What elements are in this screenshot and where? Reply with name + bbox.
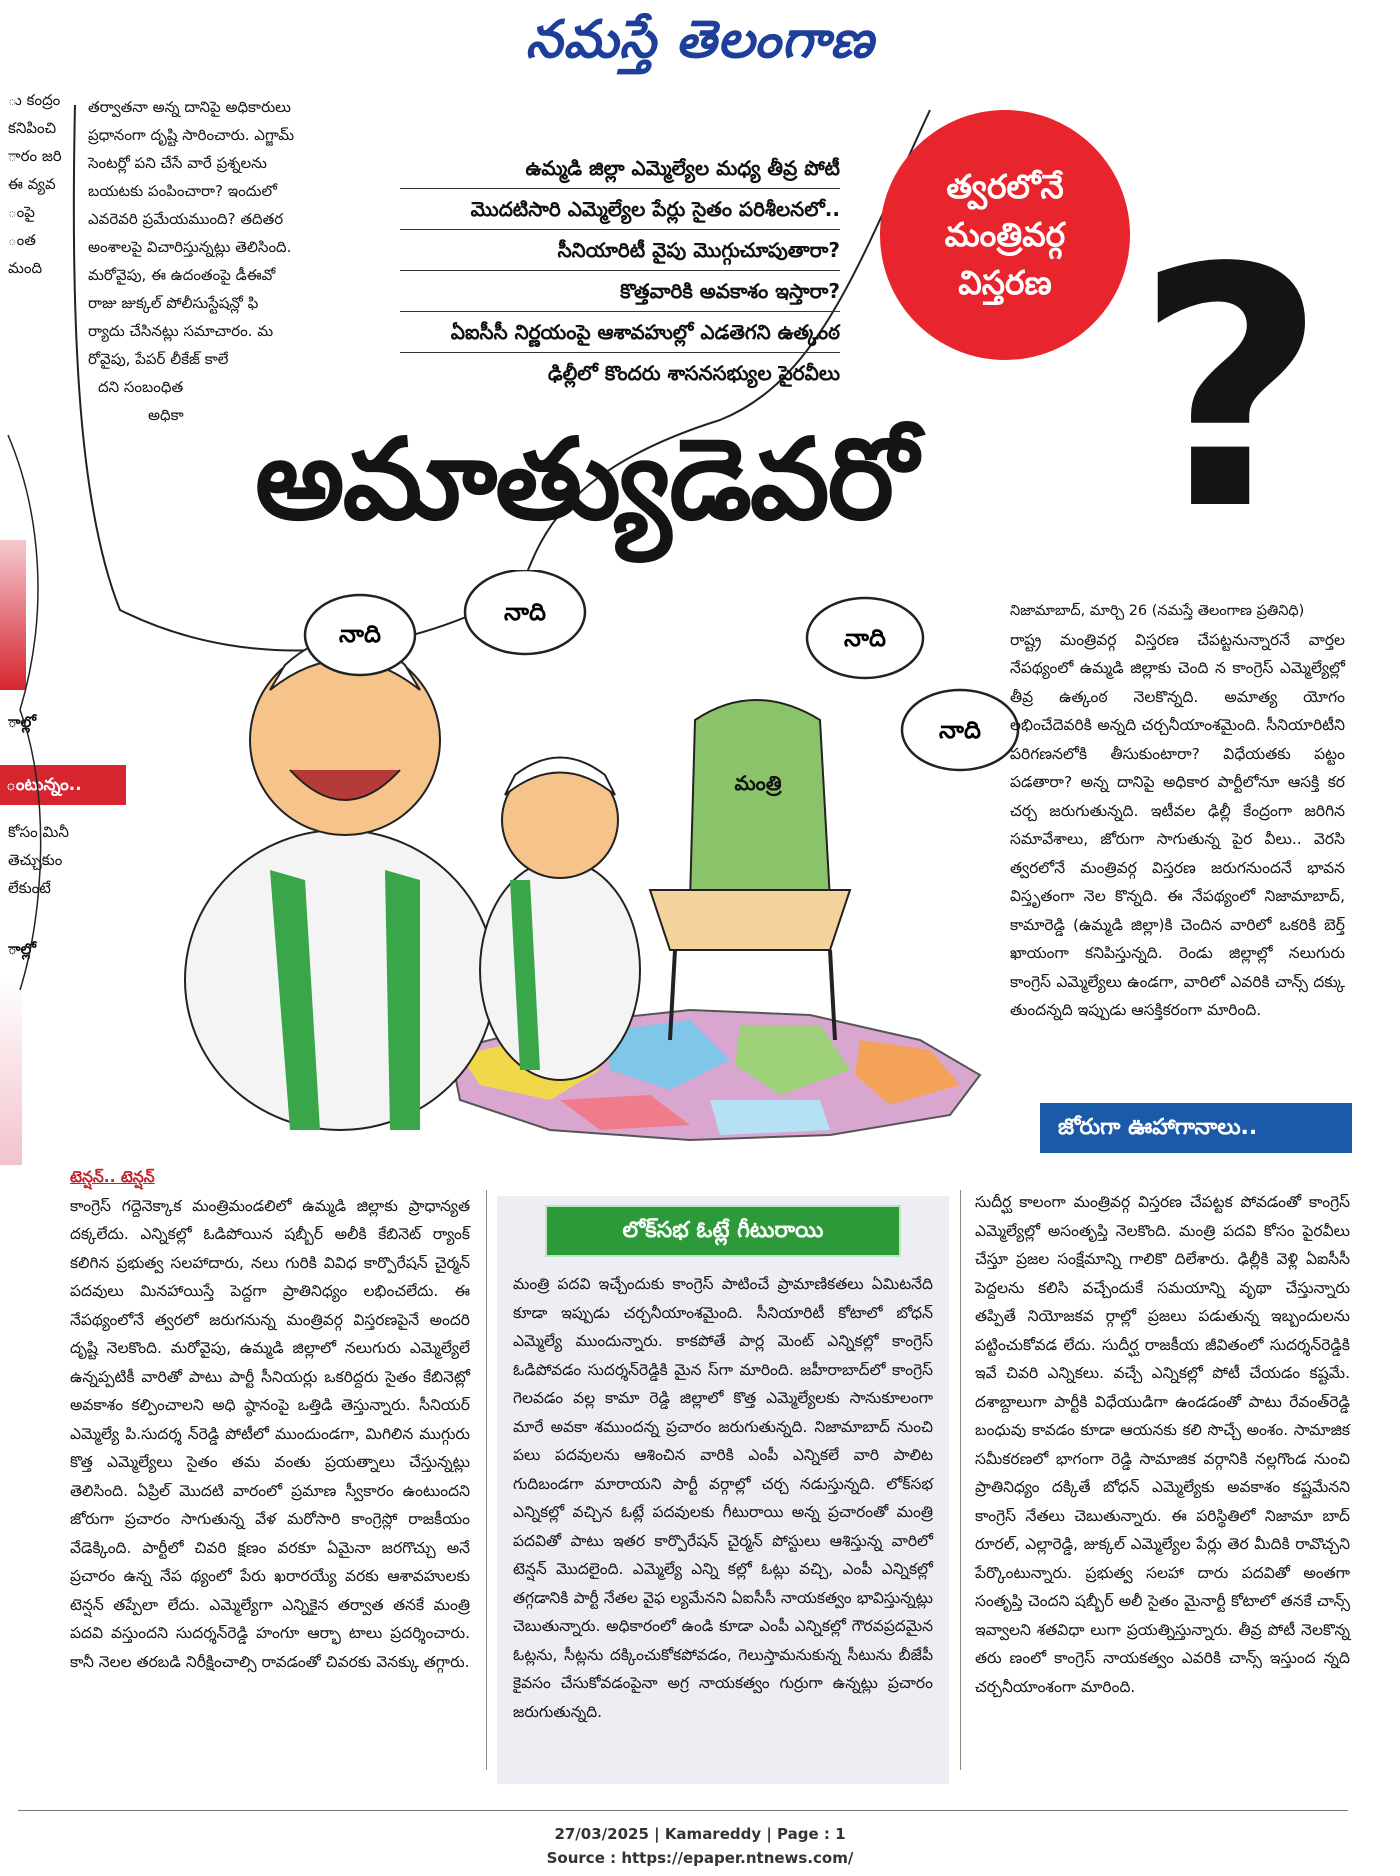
main-headline: అమాత్యుడెవరో: [255, 415, 916, 545]
text-line: ఎవరెవరి ప్రమేయముంది? తదితర: [88, 210, 284, 228]
highlight-item: ఢిల్లీలో కొందరు శాసనసభ్యుల పైరవీలు: [547, 361, 840, 385]
article-column-3: [975, 1188, 1350, 1701]
left-fragment: తెచ్చుకుం: [8, 851, 63, 869]
cartoon-illustration: [130, 570, 1030, 1160]
text-line: అంశాలపై విచారిస్తున్నట్లు తెలిసింది.: [88, 238, 292, 256]
column-divider: [960, 1190, 961, 1770]
text-line: ప్రధానంగా దృష్టి సారించారు. ఎగ్జామ్: [88, 126, 295, 144]
subheading-green-text: లోక్‌సభ ఓట్లే గీటురాయి: [622, 1218, 824, 1243]
circle-badge-line: త్వరలోనే: [946, 167, 1064, 206]
left-fragment: ాల్లో: [8, 940, 37, 958]
minister-chair-seat: [650, 890, 850, 950]
left-fragment: ారం జరి: [8, 147, 62, 165]
text-line: తర్వాతనా అన్న దానిపై అధికారులు: [88, 98, 291, 116]
politician-body: [480, 860, 640, 1080]
chair-label: మంత్రి: [734, 771, 782, 795]
question-mark: ?: [1135, 198, 1327, 582]
intro-column: [1010, 597, 1345, 1025]
subheading-blue: [1040, 1103, 1352, 1153]
text-line: దని సంబంధిత: [98, 378, 184, 396]
minister-chair-back: [690, 700, 830, 900]
column-kicker: టెన్షన్.. టెన్షన్: [70, 1168, 155, 1186]
left-fragment: లేకుంటే: [8, 879, 51, 897]
text-line: బయటకు పంపించారా? ఇందులో: [88, 182, 277, 200]
left-red-bar-text: ంటున్నం..: [6, 775, 82, 795]
text-line: రాజు జుక్కల్ పోలీసుస్టేషన్లో ఫి: [88, 294, 259, 312]
footer-rule: [18, 1810, 1348, 1811]
text-line: ర్యాదు చేసినట్లు సమాచారం. మ: [88, 322, 274, 340]
speech-bubble-text: నాది: [939, 716, 981, 744]
left-fragment: ంత: [8, 231, 36, 249]
intro-text: రాష్ట్ర మంత్రివర్గ విస్తరణ చేపట్టనున్నారనే వార్తల నేపథ్యంలో ఉమ్మడి జిల్లాకు చెంది న కాంగ్రెస్ ఎమ్మెల్యేల్లో తీవ్ర ఉత్కంఠ నెలకొన్నది. అమాత్య యోగం లభించేదెవరికి అన్నది చర్చనీయాంశమైంది. సీనియారిటీని పరిగణనలోకి తీసుకుంటారా? విధేయతకు పట్టం పడతారా? అన్న దానిపై అధికార పార్టీలోనూ ఆసక్తి కర చర్చ జరుగుతున్నది. ఇటీవల ఢిల్లీ కేంద్రంగా జరిగిన సమావేశాలు, జోరుగా సాగుతున్న పైర వీలు.. వెరసి త్వరలోనే మంత్రివర్గ విస్తరణ జరుగనుందనే భావన విస్తృతంగా నెల కొన్నది. ఈ నేపథ్యంలో నిజామాబాద్, కామారెడ్డి (ఉమ్మడి జిల్లా)కి చెందిన వారిలో ఒకరికి బెర్త్ ఖాయంగా కనిపిస్తున్నది. రెండు జిల్లాల్లో నలుగురు కాంగ్రెస్ ఎమ్మెల్యేలు ఉండగా, వారిలో ఎవరికి చాన్స్ దక్కు తుందన్నది ఇప్పుడు ఆసక్తికరంగా మారింది.: [1010, 630, 1345, 1019]
highlight-item: ఏఐసీసీ నిర్ణయంపై ఆశావహుల్లో ఎడతెగని ఉత్కంఠ: [400, 312, 840, 353]
column-divider: [486, 1190, 487, 1770]
column-3-text: సుదీర్ఘ కాలంగా మంత్రివర్గ విస్తరణ చేపట్టక పోవడంతో కాంగ్రెస్ ఎమ్మెల్యేల్లో అసంతృప్తి నెలకొంది. మంత్రి పదవి కోసం పైరవీలు చేస్తూ ప్రజల సంక్షేమాన్ని గాలికొ దిలేశారు. ఢిల్లీకి వెళ్లి ఏఐసీసీ పెద్దలను కలిసి వచ్చేందుకే సమయాన్ని వృథా చేస్తున్నారు తప్పితే నియోజకవ ర్గాల్లో ప్రజలు పడుతున్న ఇబ్బందులను పట్టించుకోవడ లేదు. సుదీర్ఘ రాజకీయ జీవితంలో సుదర్శన్‌రెడ్డికి ఇవే చివరి ఎన్నికలు. వచ్చే ఎన్నికల్లో పోటీ చేయడం కష్టమే. దశాబ్దాలుగా పార్టీకి విధేయుడిగా ఉండడంతో పాటు రేవంత్‌రెడ్డి బంధువు కావడం కూడా ఆయనకు కలి సొచ్చే అంశం. సామాజిక సమీకరణలో భాగంగా రెడ్డి సామాజిక వర్గానికి నల్లగొండ నుంచి ప్రాతినిధ్యం దక్కితే బోధన్ ఎమ్మెల్యేకు అవకాశం కష్టమేనని కాంగ్రెస్ నేతలు చెబుతున్నారు. ఈ పరిస్థితిలో నిజామా బాద్ రూరల్, ఎల్లారెడ్డి, జుక్కల్ ఎమ్మెల్యేల పేర్లు తెర మీదికి రావొచ్చని పేర్కొంటున్నారు. ప్రభుత్వ సలహా దారు పదవితో అంతగా సంతృప్తి చెందని షబ్బీర్ అలీ సైతం మైనార్టీ కోటాలో తనకే చాన్స్ ఇవ్వాలని శతవిధా లుగా ప్రయత్నిస్తున్నారు. తీవ్ర పోటీ నెలకొన్న తరు ణంలో కాంగ్రెస్ నాయకత్వం ఎవరికి చాన్స్ ఇస్తుంద న్నది చర్చనీయాంశంగా మారింది.: [975, 1193, 1350, 1696]
map-region: [710, 1100, 830, 1135]
column-2-text: మంత్రి పదవి ఇచ్చేందుకు కాంగ్రెస్ పాటించే ప్రామాణికతలు ఏమిటనేది కూడా ఇప్పుడు చర్చనీయాంశమైంది. సీనియారిటీ కోటాలో బోధన్ ఎమ్మెల్యే ముందున్నారు. కాకపోతే పార్ల మెంట్ ఎన్నికల్లో కాంగ్రెస్ ఓడిపోవడం సుదర్శన్‌రెడ్డికి మైన స్‌గా మారింది. జహీరాబాద్‌లో కాంగ్రెస్ గెలవడం వల్ల కామా రెడ్డి జిల్లాలో కొత్త ఎమ్మెల్యేలకు సానుకూలంగా మారే అవకా శముందన్న ప్రచారం జరుగుతున్నది. నిజామాబాద్ నుంచి పలు పదవులను ఆశించిన వారికి ఎంపీ ఎన్నికలే వారి పాలిట గుదిబండగా మారాయని పార్టీ వర్గాల్లో చర్చ నడుస్తున్నది. లోక్‌సభ ఎన్నికల్లో వచ్చిన ఓట్లే పదవులకు గీటురాయి అన్న ప్రచారంతో మంత్రి పదవితో పాటు ఇతర కార్పొరేషన్ చైర్మన్ పోస్టులు ఆశిస్తున్న వారిలో టెన్షన్ మొదలైంది. ఎమ్మెల్యే ఎన్ని కల్లో ఓట్లు వచ్చి, ఎంపీ ఎన్నికల్లో తగ్గడానికి పార్టీ నేతల వైఫ ల్యమేనని ఏఐసీసీ నాయకత్వం భావిస్తున్నట్లు చెబుతున్నారు. అధికారంలో ఉండి కూడా ఎంపీ ఎన్నికల్లో గౌరవప్రదమైన ఓట్లను, సీట్లను దక్కించుకోకపోవడం, గెలుస్తామనుకున్న సీటును బీజేపీ కైవసం చేసుకోవడంపైనా అగ్ర నాయకత్వం గుర్రుగా ఉన్నట్లు ప్రచారం జరుగుతున్నది.: [513, 1275, 933, 1721]
highlight-item: కొత్తవారికి అవకాశం ఇస్తారా?: [400, 271, 840, 312]
highlight-item: ఉమ్మడి జిల్లా ఎమ్మెల్యేల మధ్య తీవ్ర పోటీ: [400, 148, 840, 189]
left-fragment: కనిపించి: [8, 119, 57, 137]
subheading-green: [545, 1205, 901, 1257]
circle-badge-line: మంత్రివర్గ: [944, 215, 1066, 254]
text-line: రోవైపు, పేపర్ లీకేజ్ కాలే: [88, 350, 229, 368]
top-column-text: [88, 93, 388, 429]
article-column-2: [513, 1270, 933, 1726]
article-column-1: [70, 1163, 470, 1676]
column-1-text: కాంగ్రెస్ గద్దెనెక్కాక మంత్రిమండలిలో ఉమ్మడి జిల్లాకు ప్రాధాన్యత దక్కలేదు. ఎన్నికల్లో ఓడిపోయిన షబ్బీర్ అలీకి కేబినెట్ ర్యాంక్ కలిగిన ప్రభుత్వ సలహాదారు, నలు గురికి వివిధ కార్పొరేషన్ చైర్మన్ పదవులు మినహాయిస్తే పెద్దగా ప్రాతినిధ్యం లభించలేదు. ఈ నేపథ్యంలోనే త్వరలో జరుగనున్న మంత్రివర్గ విస్తరణపైనే అందరి దృష్టి నెలకొంది. మరోవైపు, ఉమ్మడి జిల్లాలో నలుగురు ఎమ్మెల్యేలే ఉన్నప్పటికీ వారితో పాటు పార్టీ సీనియర్లు ఒకరిద్దరు సైతం కేబినెట్లో అవకాశం కల్పించాలని అధి ష్ఠానంపై ఒత్తిడి తెస్తున్నారు. సీనియర్ ఎమ్మెల్యే పి.సుదర్శ న్‌రెడ్డి పోటీలో ముందుండగా, మిగిలిన ముగ్గురు కొత్త ఎమ్మెల్యేలు సైతం తమ వంతు ప్రయత్నాలు చేస్తున్నట్లు తెలిసింది. ఏప్రిల్ మొదటి వారంలో ప్రమాణ స్వీకారం ఉంటుందని జోరుగా ప్రచారం సాగుతున్న వేళ మరోసారి కాంగ్రెస్లో రాజకీయం వేడెక్కింది. పార్టీలో చివరి క్షణం వరకూ ఏమైనా జరగొచ్చు అనే ప్రచారం ఉన్న నేప థ్యంలో పేరు ఖరారయ్యే వరకు ఆశావహులకు టెన్షన్ తప్పేలా లేదు. ఎమ్మెల్యేగా ఎన్నికైన తర్వాత తనకే మంత్రి పదవి వస్తుందని సుదర్శన్‌రెడ్డి హంగూ ఆర్భా టాలు ప్రదర్శించారు. కానీ నెలల తరబడి నిరీక్షించాల్సి రావడంతో చివరకు వెనక్కు తగ్గారు.: [70, 1196, 470, 1671]
footer: [0, 1822, 1400, 1870]
highlights-list: [400, 148, 840, 393]
left-fragment: కోసం మినీ: [8, 823, 69, 841]
circle-badge-line: విస్తరణ: [958, 263, 1052, 302]
text-line: మరోవైపు, ఈ ఉదంతంపై డీఈవో: [88, 266, 276, 284]
left-fragment: ు కంద్రం: [8, 91, 61, 109]
speech-bubble-text: నాది: [339, 620, 381, 648]
speech-bubble-text: నాది: [504, 598, 546, 626]
politician-body: [185, 830, 495, 1130]
footer-source-line: Source : https://epaper.ntnews.com/: [546, 1849, 854, 1867]
text-line: అధికా: [148, 406, 184, 424]
masthead: [0, 0, 1400, 80]
left-fragment: ఈ వ్యవ: [8, 175, 56, 193]
green-scarf: [385, 870, 420, 1130]
masthead-title: నమస్తే తెలంగాణ: [525, 9, 875, 70]
highlight-item: మొదటిసారి ఎమ్మెల్యేల పేర్లు సైతం పరిశీలనలో..: [400, 189, 840, 230]
subheading-blue-text: జోరుగా ఊహాగానాలు..: [1058, 1115, 1258, 1140]
highlight-item: సీనియారిటీ వైపు మొగ్గుచూపుతారా?: [400, 230, 840, 271]
left-fragment: మంది: [8, 259, 43, 277]
dateline: నిజామాబాద్, మార్చి 26 (నమస్తే తెలంగాణ ప్రతినిధి): [1010, 603, 1305, 619]
left-fragment: ాల్లో: [8, 713, 37, 731]
circle-badge: [880, 110, 1130, 360]
text-line: సెంటర్లో పని చేసే వారే ప్రశ్నలను: [88, 154, 267, 172]
footer-date-line: 27/03/2025 | Kamareddy | Page : 1: [554, 1825, 846, 1843]
left-fragment: ంపై: [8, 203, 35, 221]
speech-bubble-text: నాది: [844, 624, 886, 652]
